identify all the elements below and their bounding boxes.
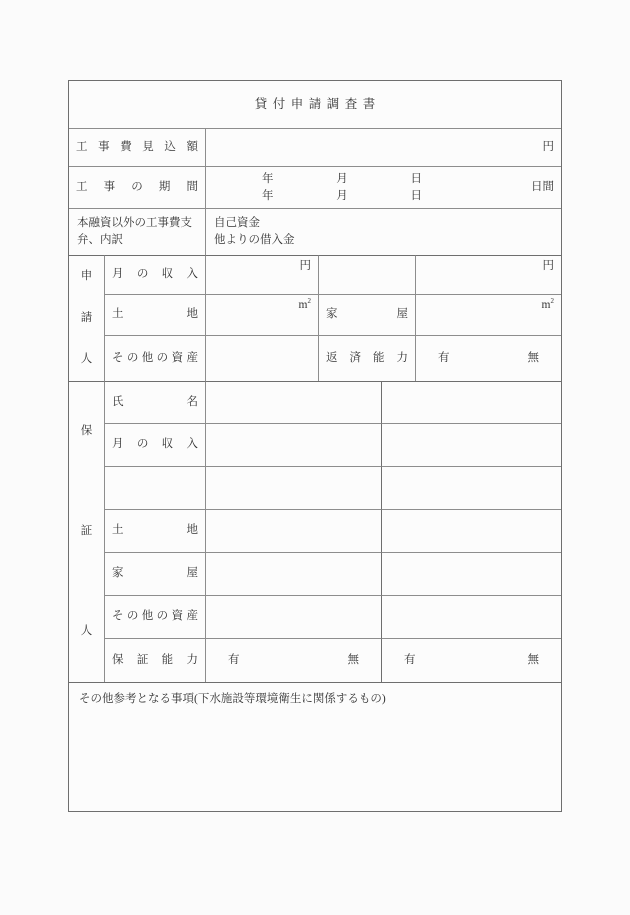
applicant-repayment-choice-cell[interactable]: [416, 336, 561, 381]
guarantor-other-assets-value-left[interactable]: [206, 596, 382, 639]
applicant-income-label-wrap: [105, 256, 205, 294]
applicant-label-char-1: 申: [80, 270, 93, 283]
applicant-label-char-2: 請: [80, 311, 93, 324]
page-title: 貸付申請調査書: [254, 97, 381, 112]
guarantor-label-char-3: 人: [80, 625, 93, 638]
guarantor-name-label-wrap: [105, 382, 205, 423]
guarantor-capacity-left-yes[interactable]: 有: [228, 653, 240, 666]
applicant-income-label: 月 の 収 入: [112, 268, 198, 281]
guarantor-income-label: 月 の 収 入: [112, 438, 198, 451]
applicant-repayment-yes[interactable]: 有: [438, 351, 450, 364]
construction-cost-label: 工 事 費 見 込 額: [76, 140, 198, 153]
guarantor-capacity-options-left: [206, 639, 381, 682]
guarantor-capacity-label-cell: [105, 639, 206, 682]
guarantor-capacity-choice-right[interactable]: [382, 639, 561, 682]
other-funding-value-lines: [206, 209, 561, 255]
other-funding-label-line-1: 本融資以外の工事費支: [77, 217, 192, 230]
applicant-repayment-no[interactable]: 無: [527, 351, 539, 364]
guarantor-section-label: [69, 382, 104, 682]
construction-period-value-cell[interactable]: [206, 167, 561, 209]
guarantor-other-assets-label-wrap: [105, 596, 205, 638]
guarantor-income-label-cell: [105, 424, 206, 467]
guarantor-income-value-right[interactable]: [382, 424, 561, 467]
construction-period-date-row-2: [262, 188, 422, 205]
guarantor-blank-label-wrap: [105, 467, 205, 509]
period-end-month: 月: [336, 189, 348, 202]
loan-application-survey-form: [68, 80, 562, 812]
notes-section[interactable]: [69, 682, 561, 811]
applicant-land-label: 土 地: [112, 308, 198, 321]
applicant-house-label-cell: [319, 295, 416, 336]
guarantor-blank-value-right[interactable]: [382, 467, 561, 510]
construction-cost-value-cell[interactable]: [206, 129, 561, 167]
applicant-income-unit-left: 円: [299, 260, 311, 272]
construction-cost-value-wrap: [206, 129, 561, 166]
guarantor-land-label-wrap: [105, 510, 205, 552]
guarantor-blank-label-cell: [105, 467, 206, 510]
applicant-house-label-wrap: [319, 295, 415, 335]
construction-cost-label-wrap: [69, 129, 205, 166]
guarantor-capacity-right-no[interactable]: 無: [527, 653, 539, 666]
guarantor-house-label-wrap: [105, 553, 205, 595]
other-funding-label-cell: [69, 209, 206, 255]
guarantor-capacity-options-right: [382, 639, 561, 682]
applicant-house-value-cell[interactable]: [416, 295, 561, 336]
guarantor-label-char-2: 証: [80, 525, 93, 538]
construction-period-label-wrap: [69, 167, 205, 208]
applicant-income-value-right[interactable]: [416, 255, 561, 295]
applicant-land-label-wrap: [105, 295, 205, 335]
applicant-other-assets-label: そ の 他 の 資 産: [112, 351, 198, 364]
guarantor-name-label-cell: [105, 381, 206, 424]
period-start-year: 年: [262, 172, 274, 185]
period-start-day: 日: [410, 172, 422, 185]
guarantor-label-char-1: 保: [80, 425, 93, 438]
guarantor-section-label-cell: [69, 381, 105, 682]
applicant-other-assets-label-cell: [105, 336, 206, 381]
applicant-other-assets-label-wrap: [105, 336, 205, 381]
period-end-day: 日: [410, 189, 422, 202]
guarantor-name-value-left[interactable]: [206, 381, 382, 424]
guarantor-land-label: 土 地: [112, 524, 198, 537]
applicant-label-char-3: 人: [80, 353, 93, 366]
applicant-section-label-cell: [69, 255, 105, 381]
construction-cost-unit: 円: [542, 140, 554, 153]
guarantor-other-assets-label-cell: [105, 596, 206, 639]
applicant-income-value-mid[interactable]: [319, 255, 416, 295]
guarantor-capacity-label-wrap: [105, 639, 205, 682]
applicant-other-assets-value-cell[interactable]: [206, 336, 319, 381]
construction-period-label: 工 事 の 期 間: [76, 180, 198, 193]
guarantor-income-value-left[interactable]: [206, 424, 382, 467]
applicant-repayment-label-cell: [319, 336, 416, 381]
construction-cost-label-cell: [69, 129, 206, 167]
applicant-repayment-label: 返 済 能 力: [326, 351, 408, 364]
applicant-repayment-options: [416, 336, 561, 381]
guarantor-house-value-right[interactable]: [382, 553, 561, 596]
guarantor-capacity-choice-left[interactable]: [206, 639, 382, 682]
construction-period-unit: 日間: [531, 180, 554, 193]
applicant-house-label: 家 屋: [326, 308, 408, 321]
notes-label: その他参考となる事項(下水施設等環境衛生に関係するもの): [79, 693, 386, 705]
guarantor-name-value-right[interactable]: [382, 381, 561, 424]
applicant-house-unit: $m^2$: [541, 297, 554, 311]
other-funding-label-line-2: 弁、内訳: [77, 234, 123, 246]
guarantor-land-value-right[interactable]: [382, 510, 561, 553]
guarantor-income-label-wrap: [105, 424, 205, 466]
construction-period-date-row-1: [262, 171, 422, 188]
guarantor-house-label: 家 屋: [112, 567, 198, 580]
construction-period-dates: [206, 167, 561, 208]
own-funds-label: 自己資金: [214, 217, 260, 230]
guarantor-blank-value-left[interactable]: [206, 467, 382, 510]
guarantor-house-value-left[interactable]: [206, 553, 382, 596]
guarantor-other-assets-value-right[interactable]: [382, 596, 561, 639]
other-funding-value-cell[interactable]: [206, 209, 561, 255]
guarantor-capacity-left-no[interactable]: 無: [347, 653, 359, 666]
period-end-year: 年: [262, 189, 274, 202]
applicant-section-label: [69, 256, 104, 381]
guarantor-other-assets-label: そ の 他 の 資 産: [112, 610, 198, 623]
applicant-income-value-left[interactable]: [206, 255, 319, 295]
construction-period-label-cell: [69, 167, 206, 209]
guarantor-capacity-right-yes[interactable]: 有: [404, 653, 416, 666]
other-funding-label-lines: [69, 209, 205, 255]
applicant-land-label-cell: [105, 295, 206, 336]
construction-period-unit-wrap: [531, 167, 554, 208]
applicant-income-label-cell: [105, 255, 206, 295]
guarantor-land-value-left[interactable]: [206, 510, 382, 553]
guarantor-land-label-cell: [105, 510, 206, 553]
applicant-repayment-label-wrap: [319, 336, 415, 381]
applicant-income-unit-right: 円: [542, 260, 554, 272]
form-title-row: [69, 81, 561, 129]
applicant-land-unit: $m^2$: [298, 297, 311, 311]
other-borrowings-label: 他よりの借入金: [214, 234, 295, 246]
guarantor-name-label: 氏 名: [112, 395, 198, 408]
period-start-month: 月: [336, 172, 348, 185]
guarantor-house-label-cell: [105, 553, 206, 596]
guarantor-capacity-label: 保 証 能 力: [112, 653, 198, 666]
applicant-land-value-cell[interactable]: [206, 295, 319, 336]
